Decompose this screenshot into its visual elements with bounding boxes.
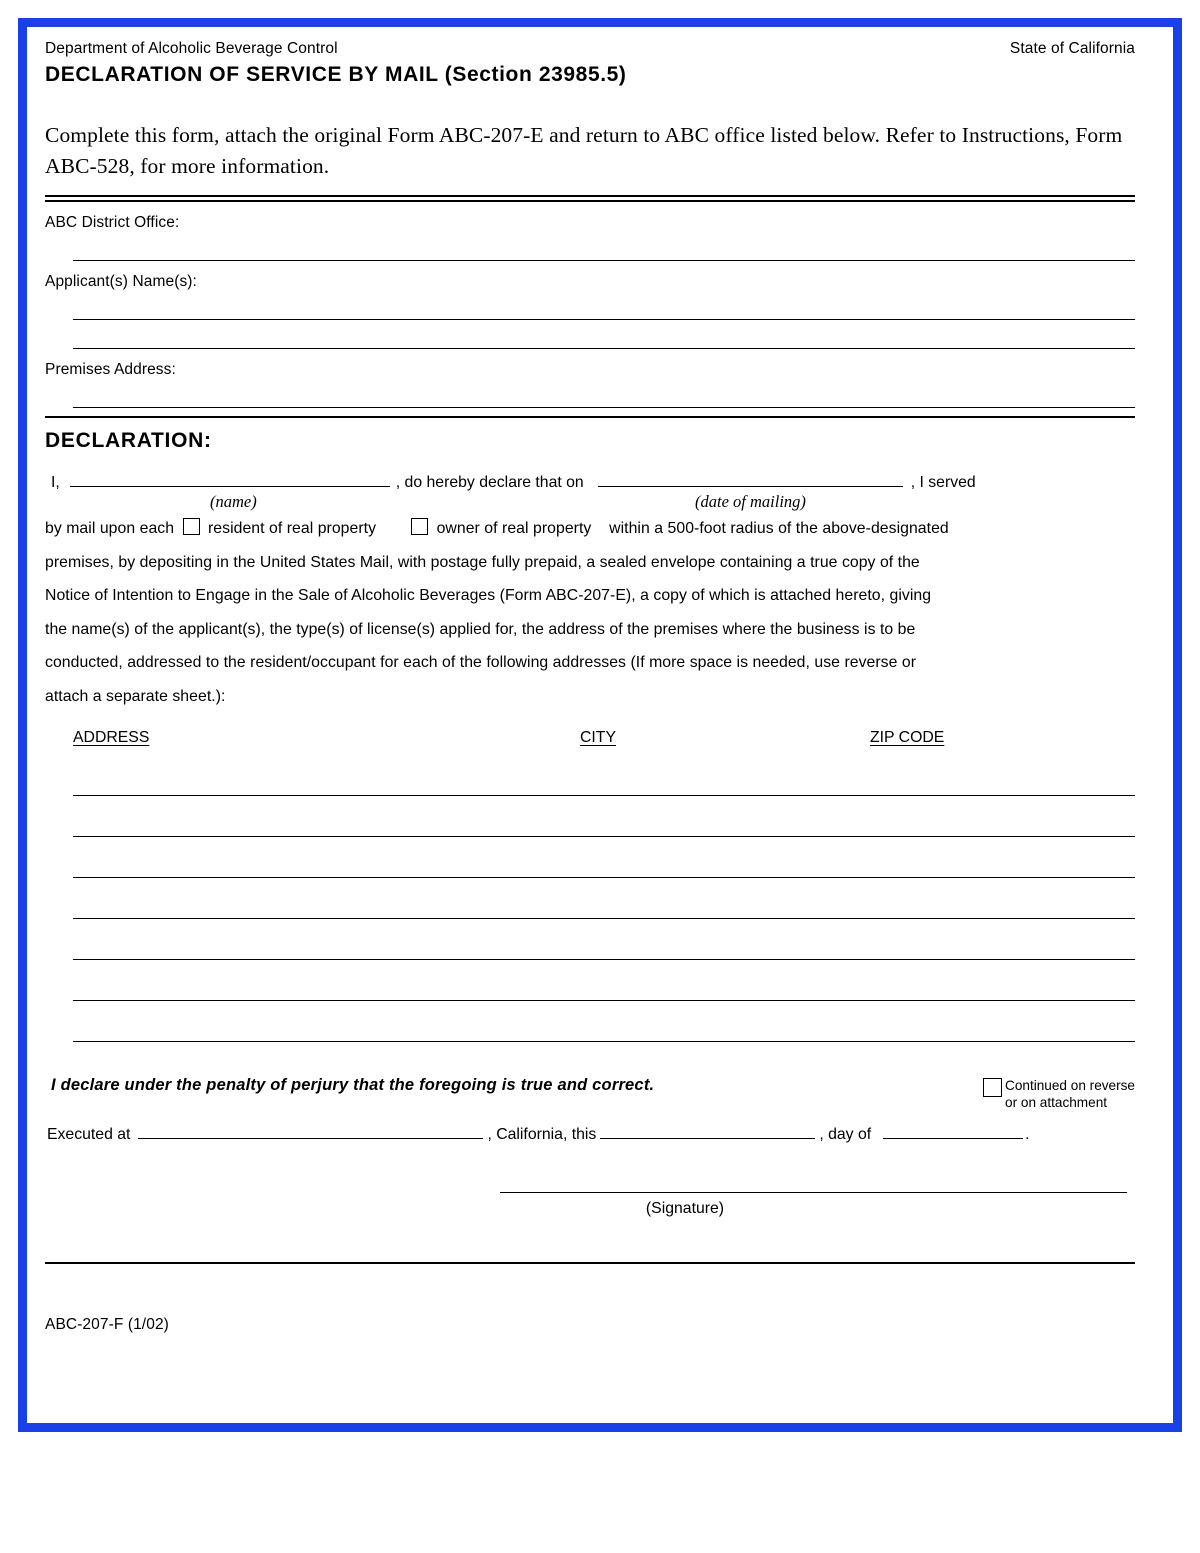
address-row[interactable] <box>73 877 1135 878</box>
district-office-input[interactable] <box>73 260 1135 261</box>
address-entry-lines <box>45 795 1135 1042</box>
continued-label-line1: Continued on reverse <box>1005 1078 1135 1093</box>
declaration-heading: DECLARATION: <box>45 429 212 453</box>
address-row[interactable] <box>73 959 1135 960</box>
form-number: ABC-207-F (1/02) <box>45 1316 169 1334</box>
california-this-label: , California, this <box>487 1126 597 1144</box>
address-row[interactable] <box>73 795 1135 796</box>
document-header <box>45 40 1135 58</box>
owner-checkbox-label: owner of real property <box>436 520 592 538</box>
header-divider <box>45 195 1135 202</box>
executed-at-label: Executed at <box>47 1126 131 1144</box>
footer-divider <box>45 1262 1135 1264</box>
signature-caption: (Signature) <box>645 1200 725 1218</box>
body-line-4: conducted, addressed to the resident/occupant for each of the following addresses (If more space is needed, use reverse or <box>45 654 917 672</box>
column-header-address: ADDRESS <box>73 729 150 747</box>
declaration-first-line <box>45 471 1135 492</box>
address-table-headers <box>45 729 1135 755</box>
state-name: State of California <box>1009 40 1135 57</box>
owner-checkbox[interactable] <box>411 518 428 535</box>
trailing-period: . <box>1025 1126 1030 1144</box>
address-row[interactable] <box>73 918 1135 919</box>
i-served-text: , I served <box>910 474 976 492</box>
declaration-body <box>45 512 1135 713</box>
applicant-names-input-2[interactable] <box>73 348 1135 349</box>
page-title: DECLARATION OF SERVICE BY MAIL (Section 23985.5) <box>45 63 627 86</box>
column-header-city: CITY <box>580 729 616 747</box>
by-mail-text: by mail upon each <box>45 520 175 538</box>
radius-text: within a 500-foot radius of the above-designated <box>609 520 949 538</box>
i-label: I, <box>51 474 60 492</box>
by-mail-line <box>45 512 1135 545</box>
body-line-2: Notice of Intention to Engage in the Sale of Alcoholic Beverages (Form ABC-207-E), a copy of which is attached hereto, giving <box>45 587 932 605</box>
continued-label-line2: or on attachment <box>1005 1094 1108 1110</box>
continued-on-reverse-group[interactable] <box>983 1078 1135 1112</box>
declare-that-on-text: , do hereby declare that on <box>395 474 584 492</box>
body-line-3: the name(s) of the applicant(s), the type(s) of license(s) applied for, the address of the premises where the business is to be <box>45 620 916 638</box>
applicant-names-label: Applicant(s) Name(s): <box>45 273 197 291</box>
declarant-name-input[interactable] <box>70 471 390 487</box>
declaration-captions <box>45 492 1135 512</box>
signature-block <box>45 1192 1135 1250</box>
day-of-label: , day of <box>819 1126 872 1144</box>
continued-label <box>1005 1078 1135 1112</box>
perjury-statement: I declare under the penalty of perjury that the foregoing is true and correct. <box>51 1076 655 1095</box>
address-row[interactable] <box>73 1041 1135 1042</box>
declaration-divider <box>45 416 1135 418</box>
body-line-1: premises, by depositing in the United States Mail, with postage fully prepaid, a sealed envelope containing a true copy of the <box>45 553 920 571</box>
resident-checkbox-label: resident of real property <box>207 520 377 538</box>
date-caption: (date of mailing) <box>695 492 806 512</box>
agency-name: Department of Alcoholic Beverage Control <box>45 40 338 57</box>
date-of-mailing-input[interactable] <box>598 471 903 487</box>
column-header-zip: ZIP CODE <box>870 729 945 747</box>
address-row[interactable] <box>73 1000 1135 1001</box>
name-caption: (name) <box>210 492 257 512</box>
execution-month-input[interactable] <box>883 1123 1023 1139</box>
continued-checkbox[interactable] <box>983 1078 1002 1097</box>
resident-checkbox[interactable] <box>183 518 200 535</box>
body-line-5: attach a separate sheet.): <box>45 687 226 705</box>
address-row[interactable] <box>73 836 1135 837</box>
executed-at-input[interactable] <box>138 1123 483 1139</box>
form-sheet <box>45 40 1135 1334</box>
premises-address-label: Premises Address: <box>45 361 176 379</box>
execution-line <box>45 1123 1135 1144</box>
intro-paragraph: Complete this form, attach the original Form ABC-207-E and return to ABC office listed below. Refer to Instructions, Form ABC-528, for more information. <box>45 123 1123 179</box>
execution-day-input[interactable] <box>600 1123 815 1139</box>
signature-input[interactable] <box>500 1192 1127 1193</box>
district-office-label: ABC District Office: <box>45 214 180 232</box>
applicant-names-input-1[interactable] <box>73 319 1135 320</box>
